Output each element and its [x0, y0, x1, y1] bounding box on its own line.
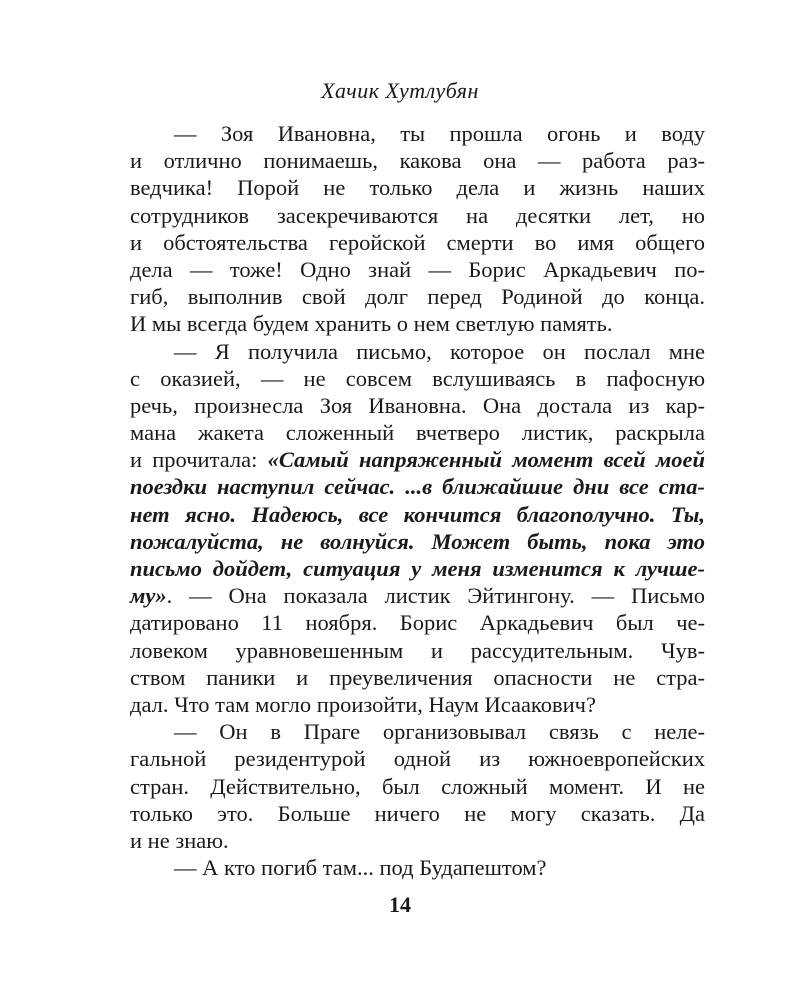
text-line: и прочитала: «Самый напряженный момент всей моей [130, 447, 705, 473]
text-line: ством паники и преувеличения опасности не стра- [130, 664, 705, 690]
text-line: — Зоя Ивановна, ты прошла огонь и воду [174, 121, 705, 146]
text-line: с оказией, — не совсем вслушиваясь в пафосную [130, 365, 705, 391]
body-text [130, 120, 705, 881]
letter-quote: «Самый напряженный момент всей моей [267, 447, 705, 473]
letter-quote: нет ясно. Надеюсь, все кончится благополучно. Ты, [130, 501, 705, 527]
page-number: 14 [389, 892, 411, 917]
text-line: и не знаю. [130, 827, 229, 853]
text-line: И мы всегда будем хранить о нем светлую память. [130, 311, 613, 337]
text-line: мана жакета сложенный вчетверо листик, раскрыла [130, 420, 705, 446]
text-line: стран. Действительно, был сложный момент. И не [130, 773, 705, 799]
text-line: дал. Что там могло произойти, Наум Исаакович? [130, 691, 596, 717]
text-line: — Он в Праге организовывал связь с неле- [174, 719, 705, 745]
text-line [130, 473, 705, 500]
text-line: — А кто погиб там... под Будапештом? [174, 855, 547, 881]
text-line: гальной резидентурой одной из южноевропейских [130, 746, 705, 772]
text-line: дела — тоже! Одно знай — Борис Аркадьевич по- [130, 256, 705, 282]
letter-quote: письмо дойдет, ситуация у меня изменится к лучше- [130, 556, 705, 581]
text-line: гиб, выполнив свой долг перед Родиной до конца. [130, 284, 705, 310]
text-line: только это. Больше ничего не могу сказать. Да [130, 800, 705, 826]
text-line [130, 555, 705, 582]
text-line: датировано 11 ноября. Борис Аркадьевич был че- [130, 610, 705, 636]
text-line: речь, произнесла Зоя Ивановна. Она достала из кар- [130, 392, 705, 418]
text-line: и отлично понимаешь, какова она — работа раз- [130, 148, 705, 174]
text-line [130, 501, 705, 528]
text-line: ловеком уравновешенным и рассудительным. Чув- [130, 637, 705, 663]
text-line: — Я получила письмо, которое он послал мне [174, 338, 705, 364]
text-line: сотрудников засекречиваются на десятки лет, но [130, 202, 705, 228]
text-line: ведчика! Порой не только дела и жизнь наших [130, 175, 705, 201]
letter-quote: му» [130, 583, 167, 609]
text-line [130, 528, 705, 555]
letter-quote: пожалуйста, не волнуйся. Может быть, пока это [130, 528, 705, 554]
running-header-author: Хачик Хутлубян [321, 78, 479, 103]
letter-quote: поездки наступил сейчас. ...в ближайшие дни все ста- [130, 474, 705, 500]
text-line: му». — Она показала листик Эйтингону. — Письмо [130, 583, 705, 609]
text-line: и обстоятельства геройской смерти во имя общего [130, 229, 705, 255]
